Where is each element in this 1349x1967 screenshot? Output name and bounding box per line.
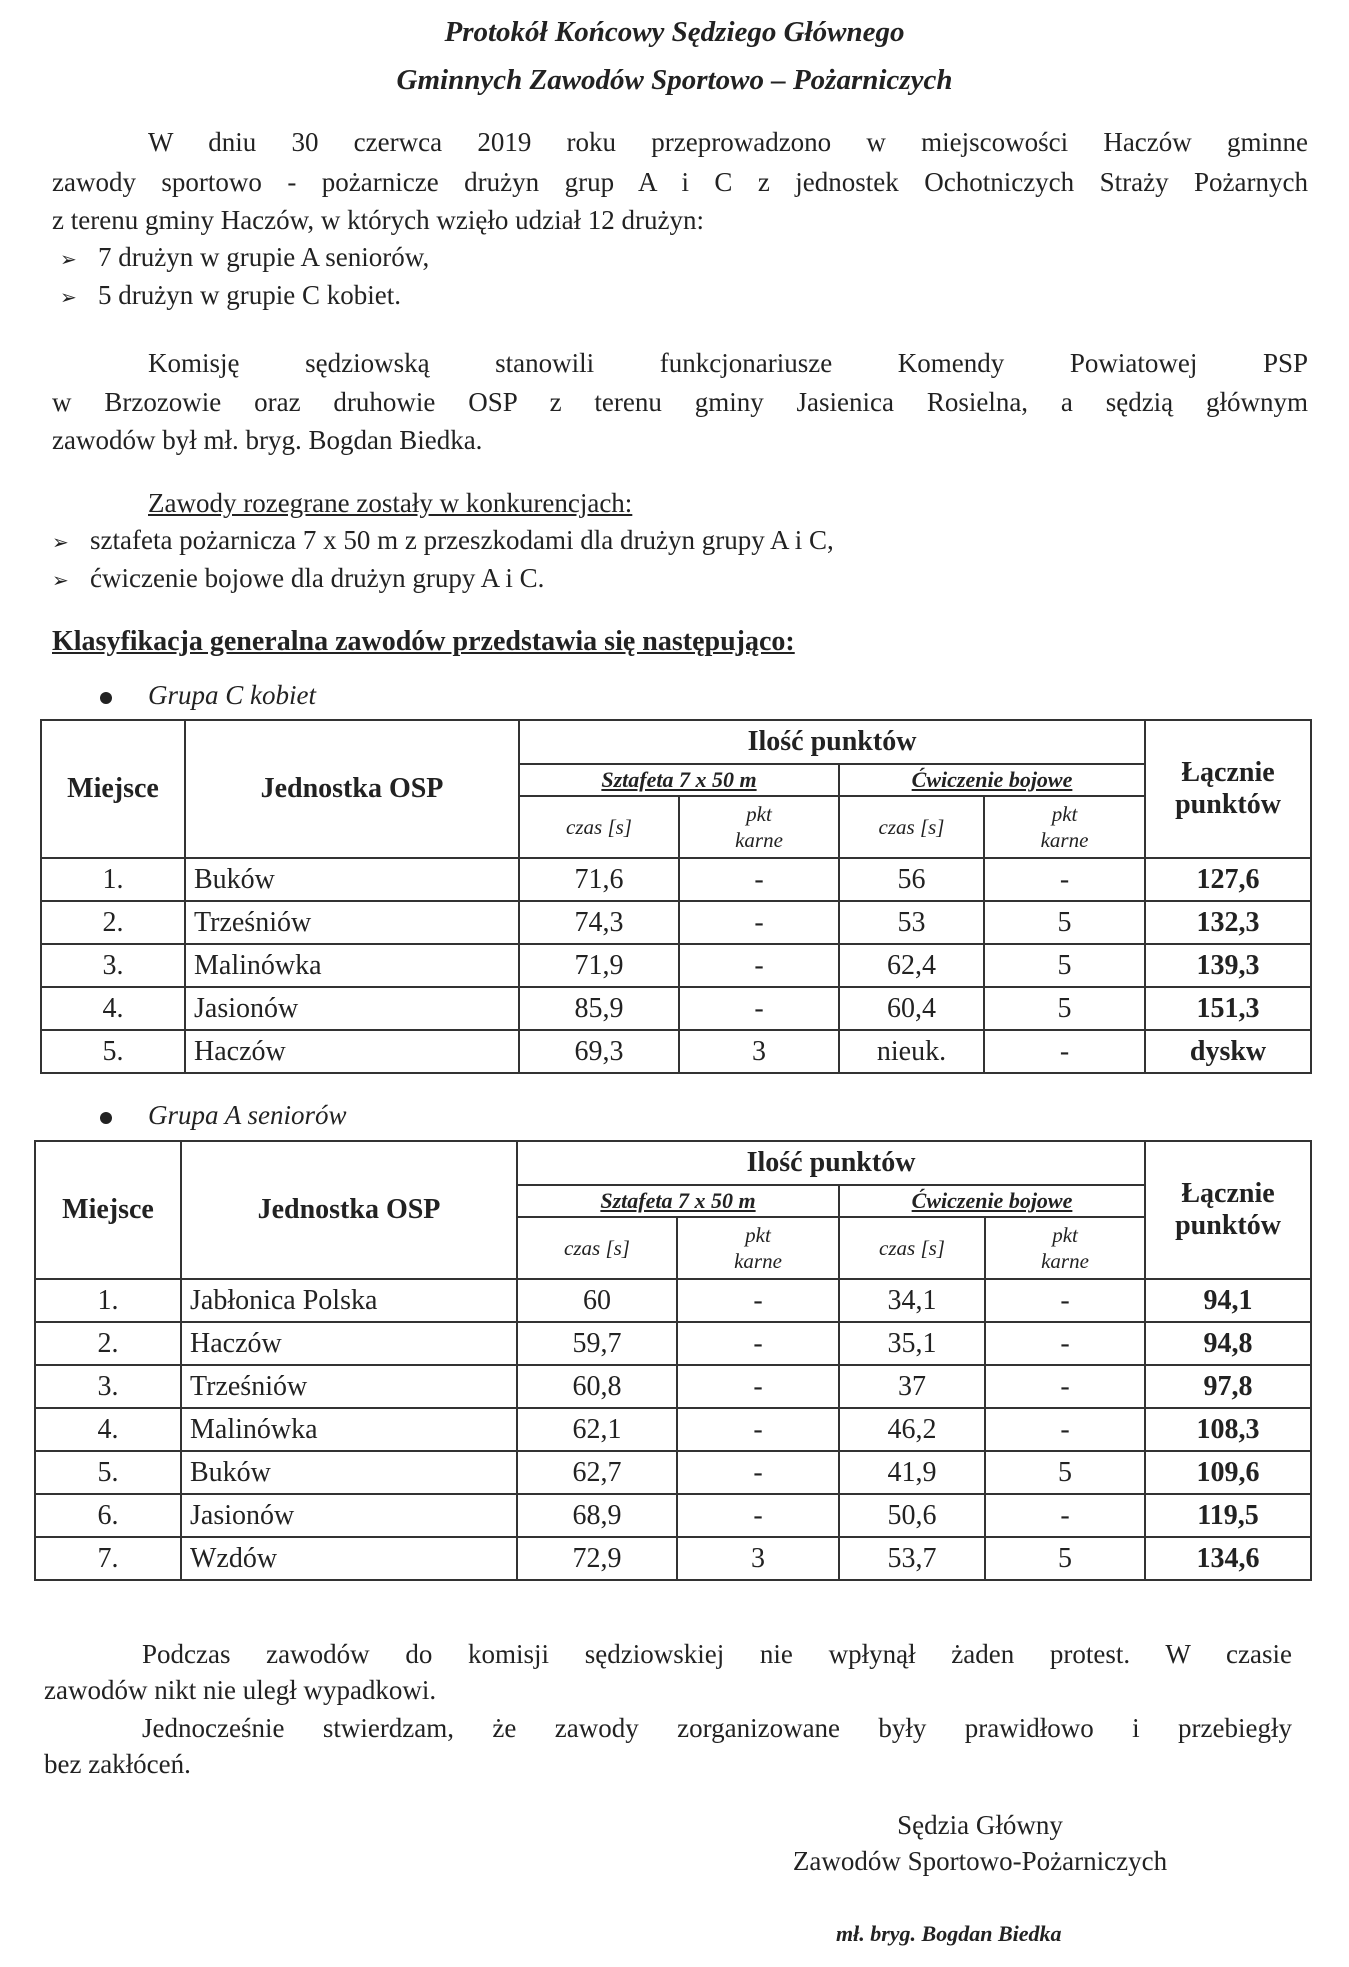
intro-bullet-1: ➢ 7 drużyn w grupie A seniorów,: [60, 239, 429, 278]
place-cell: 2.: [41, 901, 185, 944]
header-combat-penalty: pkt karne: [985, 1217, 1145, 1279]
group-a-title: Grupa A seniorów: [100, 1100, 347, 1131]
combat-penalty-cell: -: [984, 858, 1145, 901]
combat-time-cell: 34,1: [839, 1279, 985, 1322]
place-cell: 2.: [35, 1322, 181, 1365]
table-row: [35, 1279, 1311, 1322]
place-cell: 1.: [41, 858, 185, 901]
header-relay-time: czas [s]: [517, 1217, 677, 1279]
relay-penalty-cell: -: [679, 944, 839, 987]
header-unit: Jednostka OSP: [185, 720, 519, 858]
unit-cell: Trześniów: [181, 1365, 517, 1408]
signature-role-2: Zawodów Sportowo-Pożarniczych: [792, 1846, 1168, 1876]
place-cell: 3.: [35, 1365, 181, 1408]
place-cell: 4.: [41, 987, 185, 1030]
relay-time-cell: 69,3: [519, 1030, 679, 1073]
header-relay-time: czas [s]: [519, 796, 679, 858]
table-row: [41, 987, 1311, 1030]
relay-penalty-cell: -: [679, 901, 839, 944]
combat-time-cell: 41,9: [839, 1451, 985, 1494]
header-place: Miejsce: [41, 720, 185, 858]
table-row: [35, 1408, 1311, 1451]
combat-time-cell: 56: [839, 858, 984, 901]
header-combat-time: czas [s]: [839, 796, 984, 858]
combat-penalty-cell: 5: [984, 987, 1145, 1030]
intro-line-3: z terenu gminy Haczów, w których wzięło udział 12 drużyn:: [52, 205, 705, 235]
unit-cell: Wzdów: [181, 1537, 517, 1580]
total-cell: 127,6: [1145, 858, 1311, 901]
document-title-line-2: Gminnych Zawodów Sportowo – Pożarniczych: [396, 64, 953, 96]
header-combat: Ćwiczenie bojowe: [839, 764, 1145, 796]
total-cell: 139,3: [1145, 944, 1311, 987]
place-cell: 7.: [35, 1537, 181, 1580]
arrow-bullet-icon: ➢: [60, 287, 77, 309]
relay-time-cell: 71,6: [519, 858, 679, 901]
relay-penalty-cell: -: [679, 987, 839, 1030]
header-points: Ilość punktów: [517, 1141, 1145, 1185]
combat-penalty-cell: -: [985, 1279, 1145, 1322]
relay-time-cell: 71,9: [519, 944, 679, 987]
place-cell: 1.: [35, 1279, 181, 1322]
intro-line-2: zawody sportowo - pożarnicze drużyn grup A i C z jednostek Ochotniczych Straży Pożarnych: [52, 167, 1308, 197]
competition-item-1: ➢ sztafeta pożarnicza 7 x 50 m z przeszkodami dla drużyn grupy A i C,: [52, 522, 834, 561]
relay-penalty-cell: -: [677, 1494, 839, 1537]
header-unit: Jednostka OSP: [181, 1141, 517, 1279]
relay-penalty-cell: -: [677, 1408, 839, 1451]
relay-penalty-cell: 3: [677, 1537, 839, 1580]
combat-time-cell: 53: [839, 901, 984, 944]
header-combat-time: czas [s]: [839, 1217, 985, 1279]
total-cell: 151,3: [1145, 987, 1311, 1030]
unit-cell: Malinówka: [185, 944, 519, 987]
combat-time-cell: 53,7: [839, 1537, 985, 1580]
unit-cell: Buków: [185, 858, 519, 901]
place-cell: 5.: [35, 1451, 181, 1494]
unit-cell: Malinówka: [181, 1408, 517, 1451]
closing-line-4: bez zakłóceń.: [44, 1749, 191, 1779]
competition-item-2: ➢ ćwiczenie bojowe dla drużyn grupy A i C.: [52, 560, 544, 599]
combat-penalty-cell: 5: [985, 1537, 1145, 1580]
relay-time-cell: 59,7: [517, 1322, 677, 1365]
relay-time-cell: 72,9: [517, 1537, 677, 1580]
table-row: [41, 901, 1311, 944]
header-total: Łącznie punktów: [1145, 1141, 1311, 1279]
bullet-dot-icon: [100, 1112, 112, 1124]
combat-penalty-cell: 5: [985, 1451, 1145, 1494]
classification-heading: Klasyfikacja generalna zawodów przedstawia się następująco:: [52, 626, 795, 657]
intro-bullet-2: ➢ 5 drużyn w grupie C kobiet.: [60, 277, 401, 316]
combat-penalty-cell: -: [985, 1494, 1145, 1537]
unit-cell: Jabłonica Polska: [181, 1279, 517, 1322]
total-cell: 108,3: [1145, 1408, 1311, 1451]
header-relay: Sztafeta 7 x 50 m: [519, 764, 839, 796]
relay-time-cell: 62,1: [517, 1408, 677, 1451]
header-place: Miejsce: [35, 1141, 181, 1279]
relay-time-cell: 60: [517, 1279, 677, 1322]
combat-penalty-cell: 5: [984, 901, 1145, 944]
relay-penalty-cell: -: [677, 1365, 839, 1408]
competitions-heading: Zawody rozegrane zostały w konkurencjach:: [148, 488, 633, 518]
place-cell: 6.: [35, 1494, 181, 1537]
intro-line-1: W dniu 30 czerwca 2019 roku przeprowadzono w miejscowości Haczów gminne: [148, 127, 1308, 157]
table-row: [41, 1030, 1311, 1073]
closing-line-1: Podczas zawodów do komisji sędziowskiej nie wpłynął żaden protest. W czasie: [142, 1639, 1292, 1669]
total-cell: 134,6: [1145, 1537, 1311, 1580]
table-row: [35, 1494, 1311, 1537]
unit-cell: Trześniów: [185, 901, 519, 944]
total-cell: dyskw: [1145, 1030, 1311, 1073]
closing-line-2: zawodów nikt nie uległ wypadkowi.: [44, 1675, 437, 1705]
unit-cell: Jasionów: [181, 1494, 517, 1537]
total-cell: 109,6: [1145, 1451, 1311, 1494]
combat-time-cell: 35,1: [839, 1322, 985, 1365]
relay-penalty-cell: -: [677, 1322, 839, 1365]
header-combat: Ćwiczenie bojowe: [839, 1185, 1145, 1217]
header-relay: Sztafeta 7 x 50 m: [517, 1185, 839, 1217]
relay-time-cell: 74,3: [519, 901, 679, 944]
combat-time-cell: 46,2: [839, 1408, 985, 1451]
combat-time-cell: 62,4: [839, 944, 984, 987]
table-row: [35, 1322, 1311, 1365]
place-cell: 3.: [41, 944, 185, 987]
combat-penalty-cell: -: [984, 1030, 1145, 1073]
combat-time-cell: 60,4: [839, 987, 984, 1030]
place-cell: 4.: [35, 1408, 181, 1451]
total-cell: 132,3: [1145, 901, 1311, 944]
commission-line-3: zawodów był mł. bryg. Bogdan Biedka.: [52, 425, 483, 455]
relay-penalty-cell: -: [679, 858, 839, 901]
header-combat-penalty: pkt karne: [984, 796, 1145, 858]
bullet-dot-icon: [100, 692, 112, 704]
table-row: [35, 1365, 1311, 1408]
header-relay-penalty: pkt karne: [679, 796, 839, 858]
closing-line-3: Jednocześnie stwierdzam, że zawody zorganizowane były prawidłowo i przebiegły: [142, 1713, 1292, 1743]
commission-line-1: Komisję sędziowską stanowili funkcjonariusze Komendy Powiatowej PSP: [148, 348, 1308, 378]
arrow-bullet-icon: ➢: [52, 570, 69, 592]
header-points: Ilość punktów: [519, 720, 1145, 764]
combat-penalty-cell: -: [985, 1365, 1145, 1408]
arrow-bullet-icon: ➢: [52, 532, 69, 554]
unit-cell: Haczów: [181, 1322, 517, 1365]
document-title-line-1: Protokół Końcowy Sędziego Głównego: [444, 16, 905, 48]
commission-line-2: w Brzozowie oraz druhowie OSP z terenu gminy Jasienica Rosielna, a sędzią głównym: [52, 387, 1308, 417]
relay-penalty-cell: -: [677, 1279, 839, 1322]
place-cell: 5.: [41, 1030, 185, 1073]
total-cell: 94,8: [1145, 1322, 1311, 1365]
arrow-bullet-icon: ➢: [60, 249, 77, 271]
unit-cell: Jasionów: [185, 987, 519, 1030]
relay-time-cell: 68,9: [517, 1494, 677, 1537]
combat-time-cell: 37: [839, 1365, 985, 1408]
table-row: [35, 1537, 1311, 1580]
total-cell: 94,1: [1145, 1279, 1311, 1322]
unit-cell: Haczów: [185, 1030, 519, 1073]
combat-penalty-cell: -: [985, 1322, 1145, 1365]
combat-penalty-cell: -: [985, 1408, 1145, 1451]
table-row: [41, 858, 1311, 901]
combat-time-cell: 50,6: [839, 1494, 985, 1537]
unit-cell: Buków: [181, 1451, 517, 1494]
group-c-title: Grupa C kobiet: [100, 680, 316, 711]
total-cell: 119,5: [1145, 1494, 1311, 1537]
relay-time-cell: 60,8: [517, 1365, 677, 1408]
header-total: Łącznie punktów: [1145, 720, 1311, 858]
table-row: [35, 1451, 1311, 1494]
combat-penalty-cell: 5: [984, 944, 1145, 987]
header-relay-penalty: pkt karne: [677, 1217, 839, 1279]
table-row: [41, 944, 1311, 987]
total-cell: 97,8: [1145, 1365, 1311, 1408]
relay-time-cell: 85,9: [519, 987, 679, 1030]
relay-penalty-cell: -: [677, 1451, 839, 1494]
relay-penalty-cell: 3: [679, 1030, 839, 1073]
combat-time-cell: nieuk.: [839, 1030, 984, 1073]
signature-name: mł. bryg. Bogdan Biedka: [836, 1921, 1062, 1946]
group-a-table: [34, 1140, 1312, 1581]
signature-role-1: Sędzia Główny: [897, 1810, 1063, 1840]
relay-time-cell: 62,7: [517, 1451, 677, 1494]
group-c-table: [40, 719, 1312, 1074]
